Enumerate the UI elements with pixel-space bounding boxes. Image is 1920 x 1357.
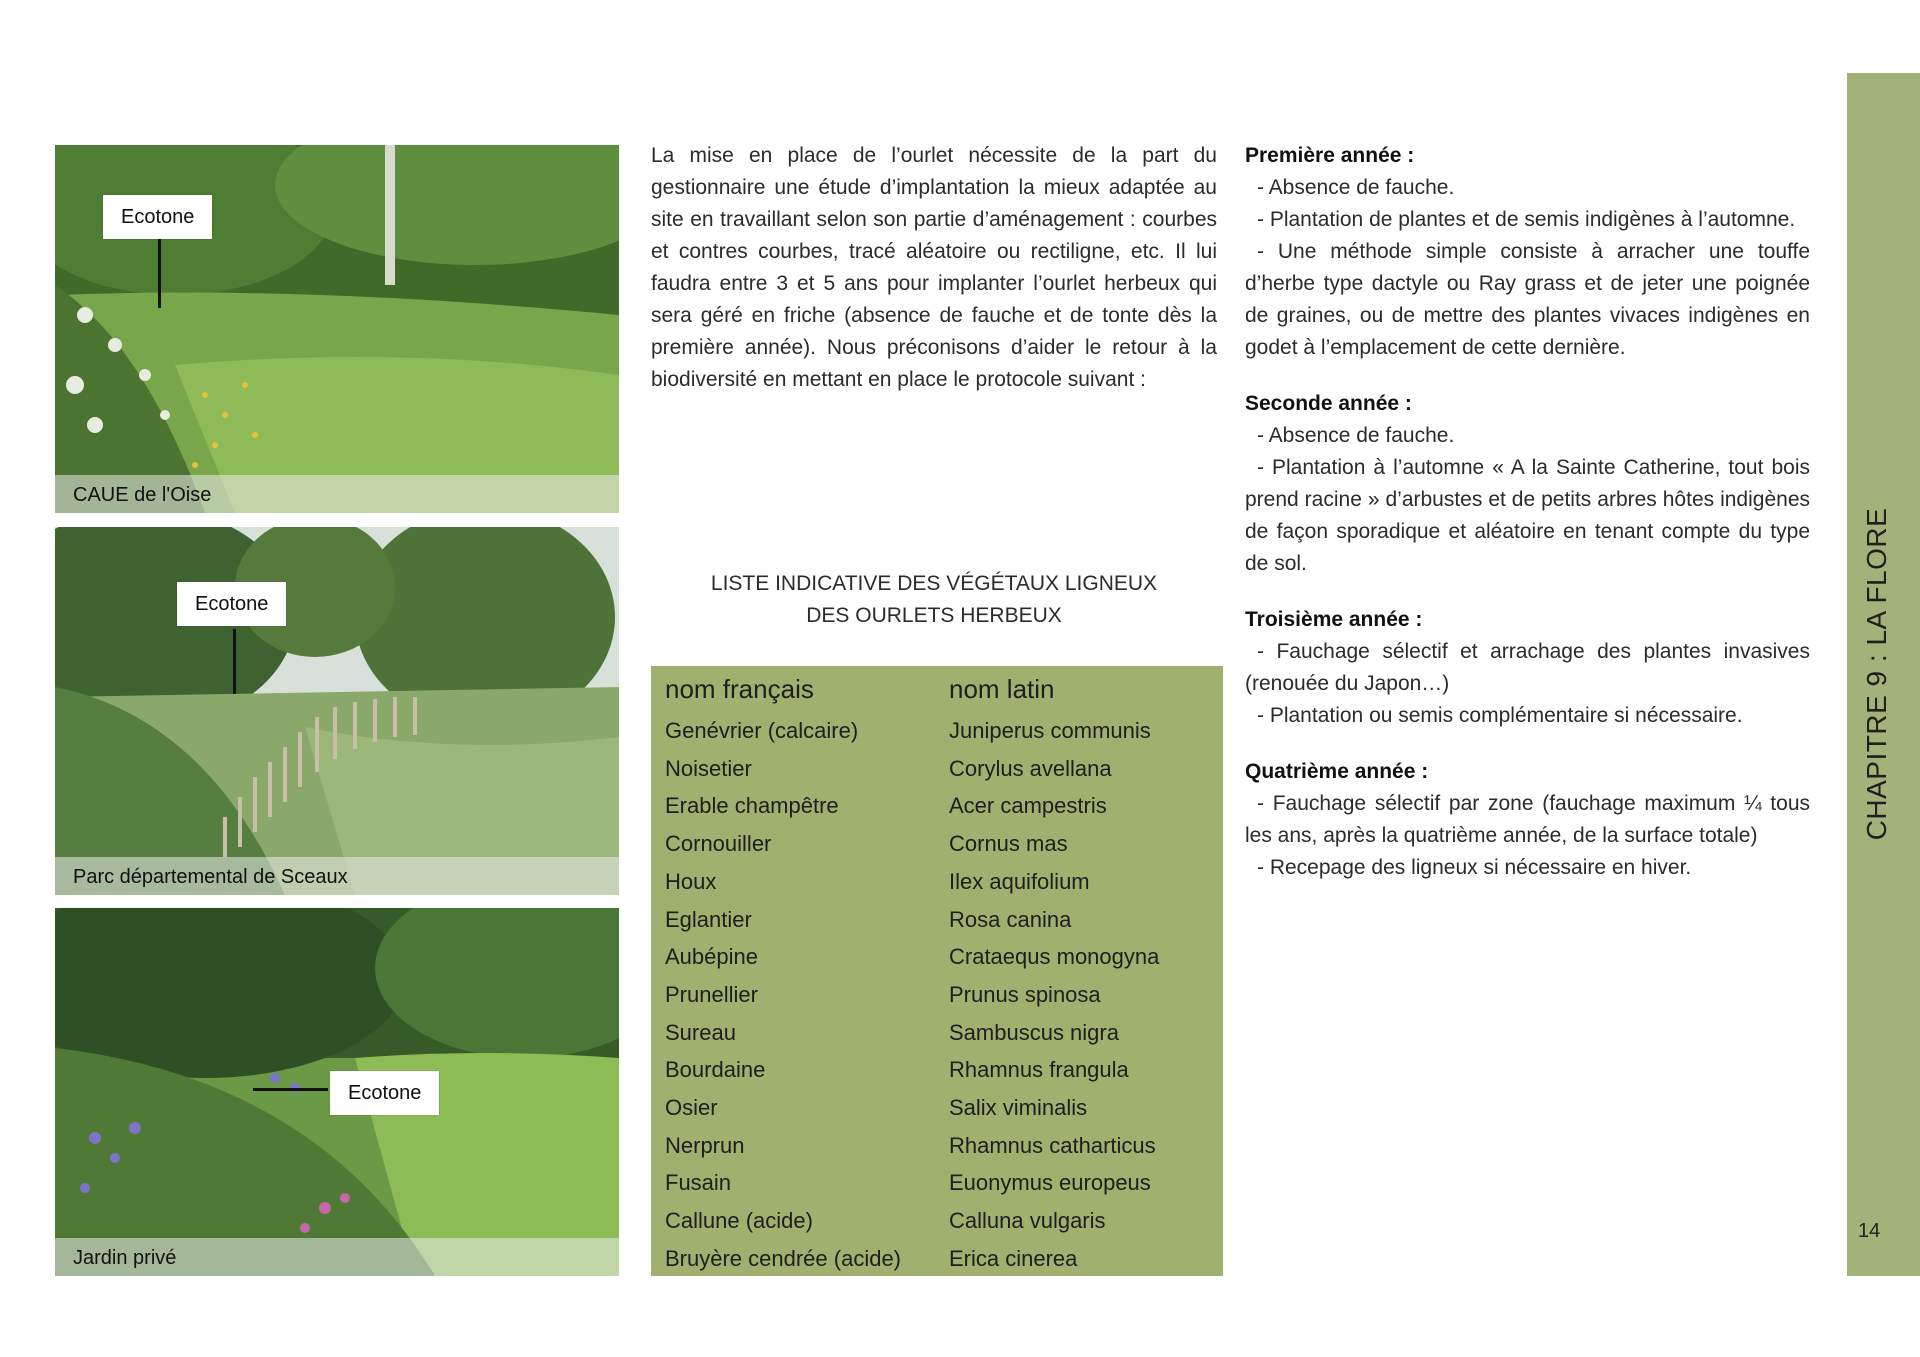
chapter-title: CHAPITRE 9 : LA FLORE (1861, 507, 1892, 841)
ecotone-pointer (253, 1088, 328, 1091)
table-cell-french: Prunellier (665, 981, 758, 1007)
table-cell-latin: Cornus mas (949, 831, 1068, 857)
table-cell-latin: Rhamnus catharticus (949, 1132, 1156, 1158)
table-cell-latin: Calluna vulgaris (949, 1208, 1106, 1234)
table-cell-french: Houx (665, 868, 717, 894)
table-cell-french: Sureau (665, 1019, 736, 1045)
ecotone-label: Ecotone (330, 1071, 439, 1115)
year-section (1245, 604, 1810, 732)
list-title (651, 568, 1217, 632)
table-cell-latin: Rosa canina (949, 906, 1072, 932)
photo-caption: Jardin privé (73, 1247, 177, 1269)
table-cell-latin: Prunus spinosa (949, 981, 1101, 1007)
garden-photo-2 (55, 527, 619, 895)
plant-list-table (651, 666, 1223, 1276)
table-cell-latin: Erica cinerea (949, 1245, 1078, 1271)
table-cell-latin: Crataequs monogyna (949, 944, 1160, 970)
year-line: - Plantation ou semis complémentaire si nécessaire. (1257, 704, 1743, 727)
year-title: Troisième année : (1245, 608, 1423, 631)
table-cell-french: Bruyère cendrée (acide) (665, 1245, 902, 1271)
table-cell-latin: Juniperus communis (949, 718, 1151, 743)
photo-parc-sceaux (55, 527, 619, 895)
table-cell-french: Nerprun (665, 1132, 745, 1158)
list-title-line-1: LISTE INDICATIVE DES VÉGÉTAUX LIGNEUX (710, 572, 1158, 595)
column-header-latin: nom latin (949, 674, 1055, 704)
table-cell-french: Noisetier (665, 755, 752, 781)
table-cell-latin: Sambuscus nigra (949, 1019, 1119, 1045)
page-number: 14 (1858, 1220, 1881, 1242)
table-cell-french: Genévrier (calcaire) (665, 718, 859, 743)
year-section (1245, 756, 1810, 884)
list-title-line-2: DES OURLETS HERBEUX (806, 604, 1062, 627)
ecotone-pointer (233, 629, 236, 694)
year-line: - Une méthode simple consiste à arracher une touffe d’herbe type dactyle ou Ray grass et de jeter une poignée de graines, ou de mettre des plantes vivaces indigènes en godet à l’emplacement de cette dernière. (1245, 240, 1810, 359)
intro-paragraph: La mise en place de l’ourlet nécessite de la part du gestionnaire une étude d’implantation la mieux adaptée au site en travaillant selon son partie d’aménagement : courbes et contres courbes, tracé aléatoire ou rectiligne, etc. Il lui faudra entre 3 et 5 ans pour implanter l’ourlet herbeux qui sera géré en friche (absence de fauche et de tonte dès la première année). Nous préconisons d’aider le retour à la biodiversité en mettant en place le protocole suivant : (651, 144, 1217, 391)
year-title: Première année : (1245, 144, 1415, 167)
year-line: - Absence de fauche. (1257, 424, 1455, 447)
year-line: - Plantation à l’automne « A la Sainte Catherine, tout bois prend racine » d’arbustes et de petits arbres hôtes indigènes de façon sporadique et aléatoire en tenant compte du type de sol. (1245, 456, 1810, 575)
column-header-french: nom français (665, 674, 814, 704)
table-cell-latin: Salix viminalis (949, 1095, 1088, 1120)
table-cell-latin: Acer campestris (949, 793, 1107, 819)
table-cell-latin: Ilex aquifolium (949, 868, 1090, 894)
year-section (1245, 140, 1810, 364)
table-cell-french: Aubépine (665, 944, 758, 970)
photo-caption: Parc départemental de Sceaux (73, 866, 348, 888)
year-line: - Plantation de plantes et de semis indigènes à l’automne. (1257, 208, 1796, 231)
table-cell-french: Cornouiller (665, 831, 772, 857)
ecotone-label: Ecotone (177, 582, 286, 626)
year-title: Seconde année : (1245, 392, 1412, 415)
protocol-years (1245, 140, 1810, 908)
table-cell-french: Osier (665, 1095, 718, 1120)
year-line: - Recepage des ligneux si nécessaire en hiver. (1257, 856, 1692, 879)
table-cell-french: Fusain (665, 1170, 732, 1196)
photo-jardin-prive (55, 908, 619, 1276)
ecotone-label: Ecotone (103, 195, 212, 239)
table-cell-latin: Corylus avellana (949, 755, 1112, 781)
ecotone-pointer (158, 228, 161, 308)
year-line: - Absence de fauche. (1257, 176, 1455, 199)
table-cell-latin: Rhamnus frangula (949, 1057, 1129, 1083)
table-cell-french: Bourdaine (665, 1057, 766, 1083)
year-title: Quatrième année : (1245, 760, 1429, 783)
year-line: - Fauchage sélectif et arrachage des plantes invasives (renouée du Japon…) (1245, 640, 1810, 695)
year-section (1245, 388, 1810, 580)
year-line: - Fauchage sélectif par zone (fauchage maximum ¼ tous les ans, après la quatrième année, de la surface totale) (1245, 792, 1810, 847)
table-cell-latin: Euonymus europeus (949, 1170, 1151, 1196)
table-cell-french: Callune (acide) (665, 1208, 813, 1234)
table-cell-french: Eglantier (665, 906, 752, 932)
photo-caption: CAUE de l'Oise (73, 484, 212, 506)
table-cell-french: Erable champêtre (665, 793, 839, 819)
photo-caue-oise (55, 145, 619, 513)
